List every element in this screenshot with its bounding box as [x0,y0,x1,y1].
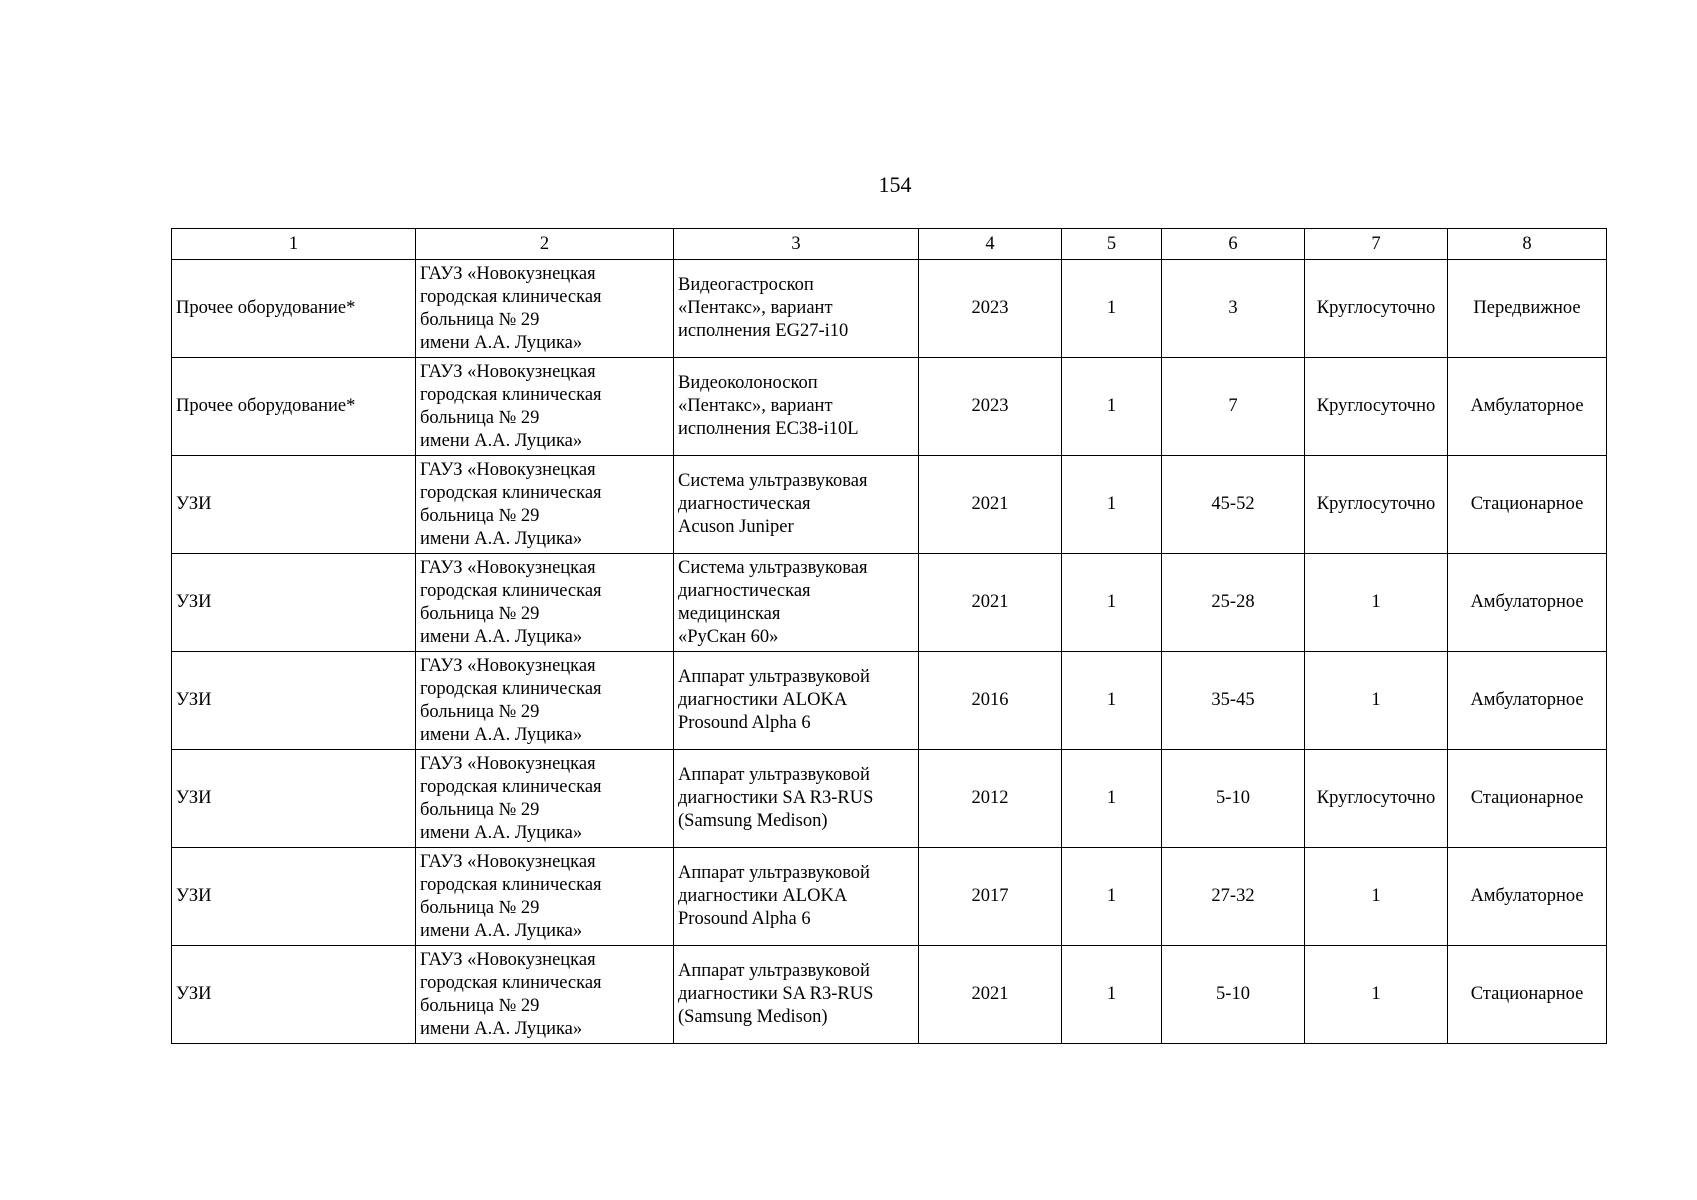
equipment-type-cell: УЗИ [172,848,416,946]
device-line: диагностическая [678,494,811,514]
device-cell [674,554,919,652]
column-header: 8 [1448,229,1607,260]
quantity-cell: 1 [1062,554,1162,652]
column-8-cell: Передвижное [1448,260,1607,358]
device-line: Аппарат ультразвуковой [678,667,870,687]
organization-line: городская клиническая [420,482,602,503]
column-6-cell: 5-10 [1162,750,1305,848]
table-row [172,456,1607,554]
year-cell: 2021 [919,554,1062,652]
year-cell: 2016 [919,652,1062,750]
device-line: «РуСкан 60» [678,626,779,647]
equipment-type-cell: Прочее оборудование* [172,358,416,456]
device-line: Аппарат ультразвуковой [678,863,870,883]
device-line: «Пентакс», вариант [678,396,833,416]
column-7-cell: 1 [1305,652,1448,750]
organization-line: имени А.А. Луцика» [420,822,583,843]
device-line: исполнения EC38-i10L [678,419,859,439]
column-8-cell: Амбулаторное [1448,554,1607,652]
quantity-cell: 1 [1062,260,1162,358]
equipment-type-cell: УЗИ [172,554,416,652]
device-line: Система ультразвуковая [678,471,868,491]
device-line: Аппарат ультразвуковой [678,961,870,981]
table-row [172,652,1607,750]
equipment-type-cell: УЗИ [172,652,416,750]
quantity-cell: 1 [1062,456,1162,554]
column-6-cell: 25-28 [1162,554,1305,652]
device-cell [674,456,919,554]
column-header: 4 [919,229,1062,260]
device-line: диагностики SA R3-RUS [678,788,874,808]
organization-cell [416,358,674,456]
organization-line: имени А.А. Луцика» [420,920,583,941]
device-cell [674,848,919,946]
organization-line: ГАУЗ «Новокузнецкая [420,361,596,382]
column-7-cell: Круглосуточно [1305,260,1448,358]
organization-line: ГАУЗ «Новокузнецкая [420,851,596,872]
column-7-cell: Круглосуточно [1305,750,1448,848]
device-line: медицинская [678,603,781,624]
column-8-cell: Амбулаторное [1448,848,1607,946]
table-row [172,358,1607,456]
device-cell [674,652,919,750]
organization-line: имени А.А. Луцика» [420,1018,583,1039]
organization-line: больница № 29 [420,701,540,722]
device-line: Видеоколоноскоп [678,373,818,393]
organization-line: больница № 29 [420,799,540,820]
column-header: 6 [1162,229,1305,260]
column-7-cell: 1 [1305,946,1448,1044]
year-cell: 2012 [919,750,1062,848]
equipment-type-cell: УЗИ [172,750,416,848]
organization-line: ГАУЗ «Новокузнецкая [420,655,596,676]
organization-cell [416,260,674,358]
organization-line: городская клиническая [420,286,602,307]
organization-line: имени А.А. Луцика» [420,430,583,451]
column-header: 1 [172,229,416,260]
device-cell [674,358,919,456]
column-6-cell: 7 [1162,358,1305,456]
device-line: Acuson Juniper [678,517,794,537]
device-line: Система ультразвуковая [678,557,868,578]
equipment-table [171,228,1607,1044]
organization-line: ГАУЗ «Новокузнецкая [420,557,596,578]
column-6-cell: 45-52 [1162,456,1305,554]
column-header: 7 [1305,229,1448,260]
organization-line: больница № 29 [420,897,540,918]
organization-line: имени А.А. Луцика» [420,724,583,745]
year-cell: 2017 [919,848,1062,946]
year-cell: 2021 [919,946,1062,1044]
organization-cell [416,554,674,652]
organization-line: больница № 29 [420,407,540,428]
device-line: Видеогастроскоп [678,275,814,295]
device-cell [674,260,919,358]
table-row [172,260,1607,358]
organization-line: больница № 29 [420,603,540,624]
quantity-cell: 1 [1062,946,1162,1044]
device-line: (Samsung Medison) [678,811,828,831]
table-row [172,554,1607,652]
organization-line: ГАУЗ «Новокузнецкая [420,263,596,284]
page-number: 154 [878,172,912,197]
year-cell: 2023 [919,358,1062,456]
organization-line: имени А.А. Луцика» [420,528,583,549]
column-8-cell: Стационарное [1448,946,1607,1044]
table-row [172,946,1607,1044]
organization-cell [416,652,674,750]
device-line: диагностическая [678,580,811,601]
column-header: 3 [674,229,919,260]
column-header: 5 [1062,229,1162,260]
column-header: 2 [416,229,674,260]
device-line: Prosound Alpha 6 [678,713,811,733]
device-line: диагностики ALOKA [678,886,848,906]
organization-line: больница № 29 [420,995,540,1016]
column-6-cell: 3 [1162,260,1305,358]
organization-line: городская клиническая [420,874,602,895]
table-row [172,848,1607,946]
quantity-cell: 1 [1062,848,1162,946]
column-7-cell: 1 [1305,554,1448,652]
equipment-type-cell: Прочее оборудование* [172,260,416,358]
organization-line: городская клиническая [420,678,602,699]
organization-line: городская клиническая [420,776,602,797]
organization-line: больница № 29 [420,505,540,526]
device-line: Prosound Alpha 6 [678,909,811,929]
column-6-cell: 5-10 [1162,946,1305,1044]
device-line: исполнения EG27-i10 [678,321,849,341]
device-line: (Samsung Medison) [678,1007,828,1027]
column-6-cell: 35-45 [1162,652,1305,750]
equipment-type-cell: УЗИ [172,946,416,1044]
organization-line: городская клиническая [420,972,602,993]
organization-cell [416,848,674,946]
organization-cell [416,750,674,848]
organization-line: больница № 29 [420,309,540,330]
column-8-cell: Стационарное [1448,750,1607,848]
column-7-cell: Круглосуточно [1305,358,1448,456]
device-line: Аппарат ультразвуковой [678,765,870,785]
device-line: диагностики SA R3-RUS [678,984,874,1004]
organization-line: ГАУЗ «Новокузнецкая [420,949,596,970]
organization-line: городская клиническая [420,580,602,601]
device-cell [674,946,919,1044]
organization-line: имени А.А. Луцика» [420,332,583,353]
quantity-cell: 1 [1062,358,1162,456]
column-8-cell: Стационарное [1448,456,1607,554]
column-6-cell: 27-32 [1162,848,1305,946]
device-cell [674,750,919,848]
table-body [172,260,1607,1044]
organization-cell [416,946,674,1044]
column-8-cell: Амбулаторное [1448,358,1607,456]
year-cell: 2023 [919,260,1062,358]
organization-line: городская клиническая [420,384,602,405]
quantity-cell: 1 [1062,652,1162,750]
organization-line: имени А.А. Луцика» [420,626,583,647]
column-7-cell: Круглосуточно [1305,456,1448,554]
device-line: «Пентакс», вариант [678,298,833,318]
organization-line: ГАУЗ «Новокузнецкая [420,459,596,480]
column-8-cell: Амбулаторное [1448,652,1607,750]
header-row [172,229,1607,260]
organization-cell [416,456,674,554]
equipment-type-cell: УЗИ [172,456,416,554]
year-cell: 2021 [919,456,1062,554]
table-row [172,750,1607,848]
device-line: диагностики ALOKA [678,690,848,710]
column-7-cell: 1 [1305,848,1448,946]
organization-line: ГАУЗ «Новокузнецкая [420,753,596,774]
quantity-cell: 1 [1062,750,1162,848]
